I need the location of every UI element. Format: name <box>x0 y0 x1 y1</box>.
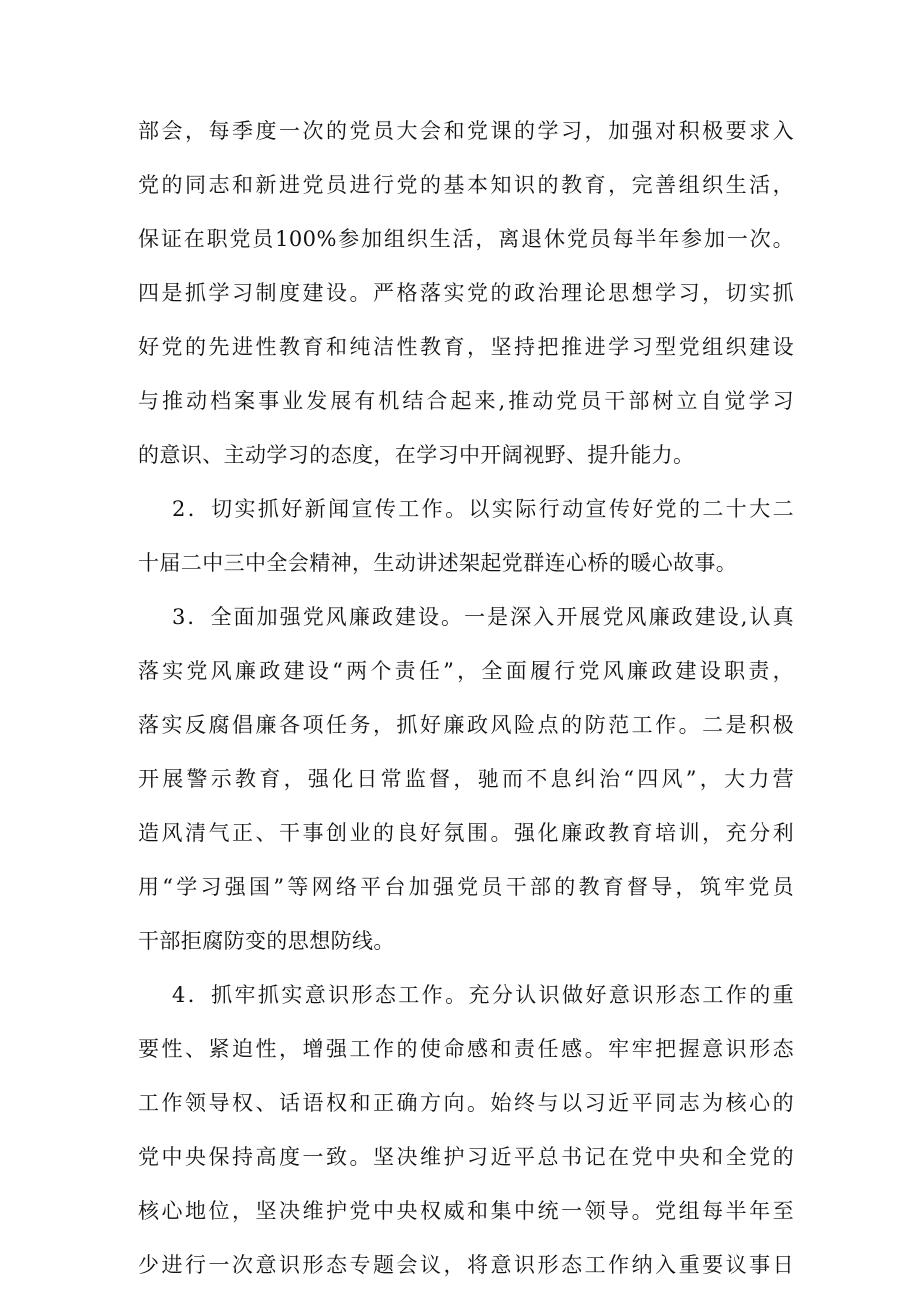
text-line: 核心地位，坚决维护党中央权威和集中统一领导。党组每半年至 <box>138 1199 794 1223</box>
text-line: 十届二中三中全会精神，生动讲述架起党群连心桥的暖心故事。 <box>138 551 738 575</box>
text-line: 党的同志和新进党员进行党的基本知识的教育，完善组织生活， <box>138 173 794 197</box>
text-line: 的意识、主动学习的态度，在学习中开阔视野、提升能力。 <box>138 443 695 467</box>
text-line: 保证在职党员100%参加组织生活，离退休党员每半年参加一次。 <box>138 227 794 251</box>
text-line: 四是抓学习制度建设。严格落实党的政治理论思想学习，切实抓 <box>138 281 794 305</box>
text-line: 党中央保持高度一致。坚决维护习近平总书记在党中央和全党的 <box>138 1145 794 1169</box>
text-line: 少进行一次意识形态专题会议，将意识形态工作纳入重要议事日 <box>138 1253 794 1277</box>
text-line: 用“学习强国”等网络平台加强党员干部的教育督导，筑牢党员 <box>138 875 794 899</box>
text-line: 干部拒腐防变的思想防线。 <box>138 929 395 953</box>
text-line: 造风清气正、干事创业的良好氛围。强化廉政教育培训，充分利 <box>138 821 794 845</box>
text-line: 要性、紧迫性，增强工作的使命感和责任感。牢牢把握意识形态 <box>138 1037 794 1061</box>
item-2-heading-line: 2．切实抓好新闻宣传工作。以实际行动宣传好党的二十大二 <box>172 497 794 521</box>
text-line: 落实党风廉政建设“两个责任”，全面履行党风廉政建设职责， <box>138 659 794 683</box>
text-line: 部会，每季度一次的党员大会和党课的学习，加强对积极要求入 <box>138 119 794 143</box>
text-line: 工作领导权、话语权和正确方向。始终与以习近平同志为核心的 <box>138 1091 794 1115</box>
text-line: 落实反腐倡廉各项任务，抓好廉政风险点的防范工作。二是积极 <box>138 713 794 737</box>
body-text <box>138 104 794 1292</box>
text-line: 与推动档案事业发展有机结合起来,推动党员干部树立自觉学习 <box>138 389 794 413</box>
text-line: 开展警示教育，强化日常监督，驰而不息纠治“四风”，大力营 <box>138 767 794 791</box>
text-line: 好党的先进性教育和纯洁性教育，坚持把推进学习型党组织建设 <box>138 335 794 359</box>
item-3-heading-line: 3．全面加强党风廉政建设。一是深入开展党风廉政建设,认真 <box>172 605 794 629</box>
item-4-heading-line: 4．抓牢抓实意识形态工作。充分认识做好意识形态工作的重 <box>172 983 794 1007</box>
